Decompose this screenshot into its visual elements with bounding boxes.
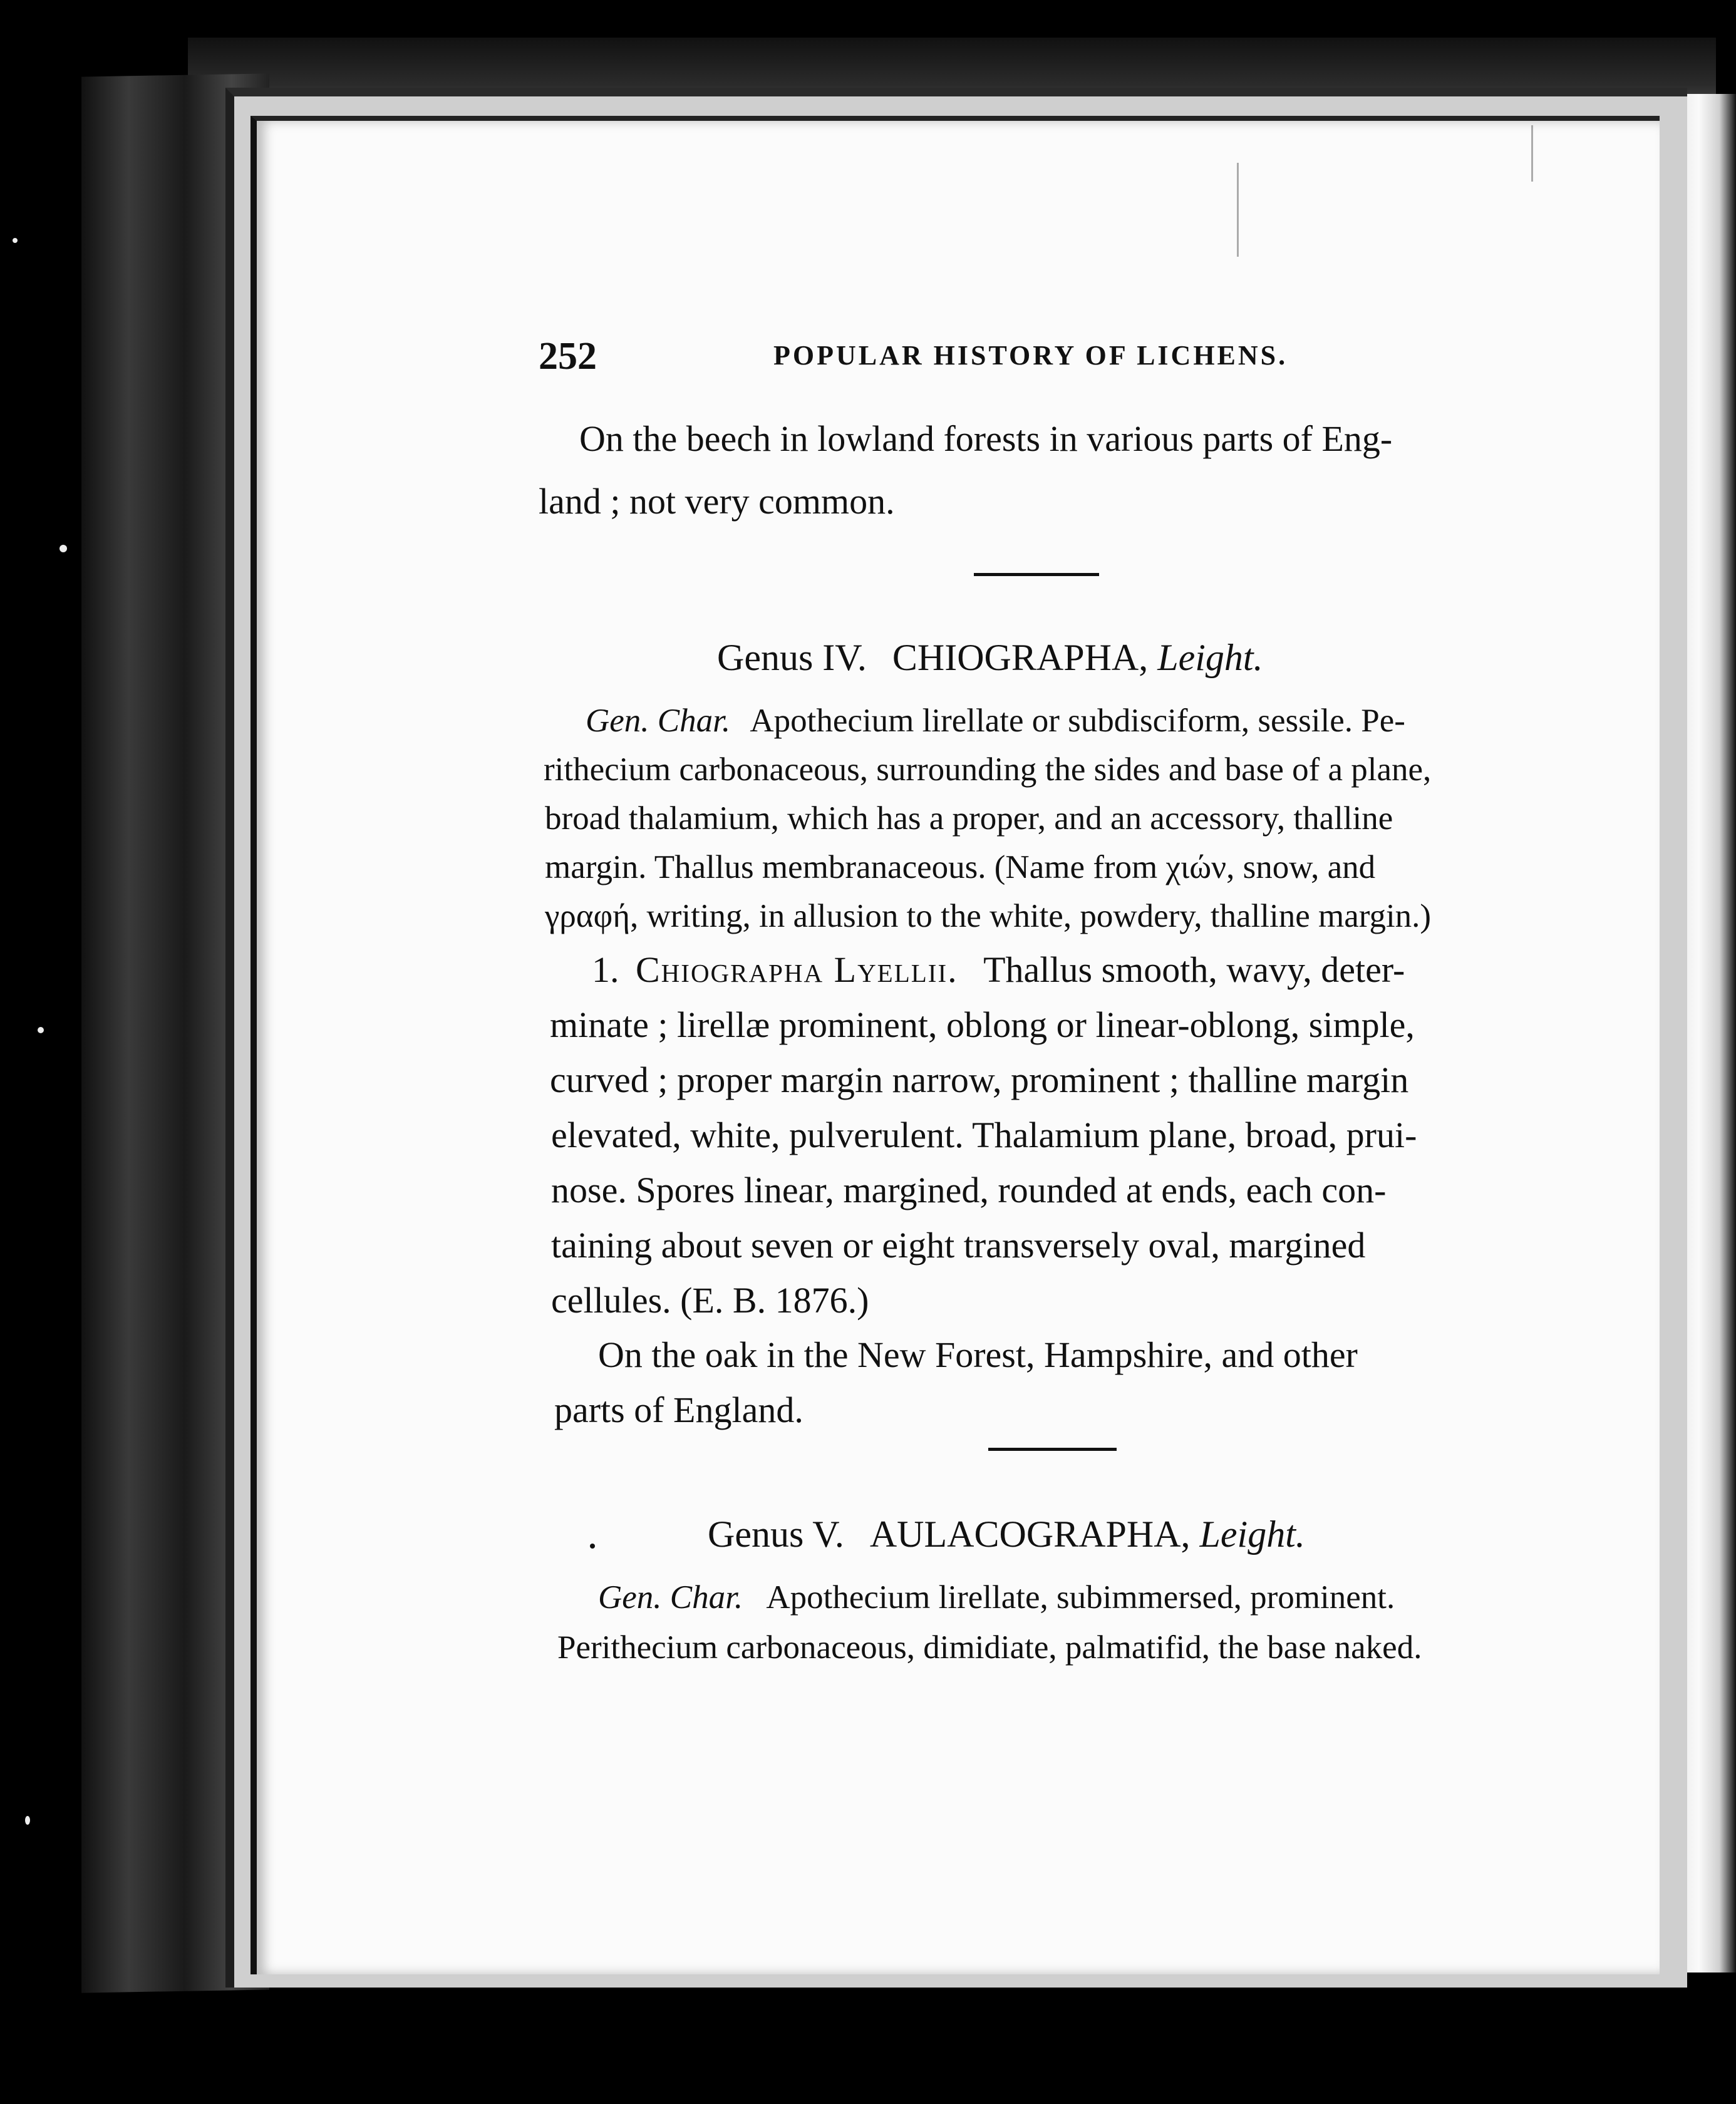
species-line: cellules. (E. B. 1876.) — [551, 1280, 869, 1321]
genus-name: AULACOGRAPHA, — [869, 1514, 1191, 1555]
genus-author: Leight. — [1157, 637, 1263, 678]
running-title: POPULAR HISTORY OF LICHENS. — [773, 340, 1288, 371]
genus-prefix: Genus IV. — [717, 637, 867, 678]
habitat-line: parts of England. — [554, 1390, 803, 1430]
intro-line: On the beech in lowland forests in various parts of Eng- — [579, 418, 1393, 459]
genus-heading — [717, 639, 1263, 676]
genus-name: CHIOGRAPHA, — [892, 637, 1149, 678]
gen-char-label: Gen. Char. — [586, 703, 731, 739]
intro-line: land ; not very common. — [539, 481, 895, 522]
section-divider — [988, 1448, 1117, 1451]
section-divider — [974, 573, 1099, 576]
gen-char-text: Apothecium lirellate or subdisciform, sessile. Pe- — [750, 703, 1405, 739]
species-number: 1. — [592, 949, 619, 990]
gen-char-line: margin. Thallus membranaceous. (Name from χιών, snow, and — [545, 849, 1376, 885]
gen-char-label: Gen. Char. — [598, 1579, 743, 1616]
species-line: minate ; lirellæ prominent, oblong or linear-oblong, simple, — [550, 1004, 1415, 1045]
genus-heading — [708, 1515, 1305, 1553]
book-page — [251, 116, 1660, 1974]
gen-char-text: Apothecium lirellate, subimmersed, prominent. — [766, 1579, 1395, 1616]
page-number: 252 — [539, 335, 597, 378]
gen-char-line: broad thalamium, which has a proper, and an accessory, thalline — [545, 800, 1393, 837]
gen-char-line — [598, 1581, 1395, 1614]
species-name: Chiographa Lyellii. — [636, 949, 958, 990]
gen-char-line: rithecium carbonaceous, surrounding the sides and base of a plane, — [544, 751, 1432, 788]
film-scratch — [1531, 125, 1533, 182]
dust-speck — [38, 1027, 44, 1033]
gen-char-line — [586, 704, 1405, 738]
genus-prefix: Genus V. — [708, 1514, 844, 1555]
species-line: curved ; proper margin narrow, prominent ; thalline margin — [550, 1060, 1409, 1100]
species-line: taining about seven or eight transversely oval, margined — [551, 1225, 1366, 1266]
species-line — [592, 949, 1405, 990]
dust-speck — [59, 545, 67, 552]
habitat-line: On the oak in the New Forest, Hampshire, and other — [598, 1334, 1358, 1375]
genus-author: Leight. — [1199, 1514, 1305, 1555]
dust-speck — [13, 238, 18, 243]
species-text: Thallus smooth, wavy, deter- — [983, 949, 1405, 990]
gen-char-line: Perithecium carbonaceous, dimidiate, palmatifid, the base naked. — [557, 1629, 1422, 1666]
gen-char-line: γραφή, writing, in allusion to the white, powdery, thalline margin.) — [545, 898, 1432, 934]
film-scratch — [1237, 163, 1239, 257]
stray-mark — [590, 1544, 595, 1549]
species-line: nose. Spores linear, margined, rounded at ends, each con- — [551, 1170, 1387, 1210]
dust-speck — [25, 1816, 30, 1825]
species-line: elevated, white, pulverulent. Thalamium plane, broad, prui- — [551, 1115, 1417, 1155]
